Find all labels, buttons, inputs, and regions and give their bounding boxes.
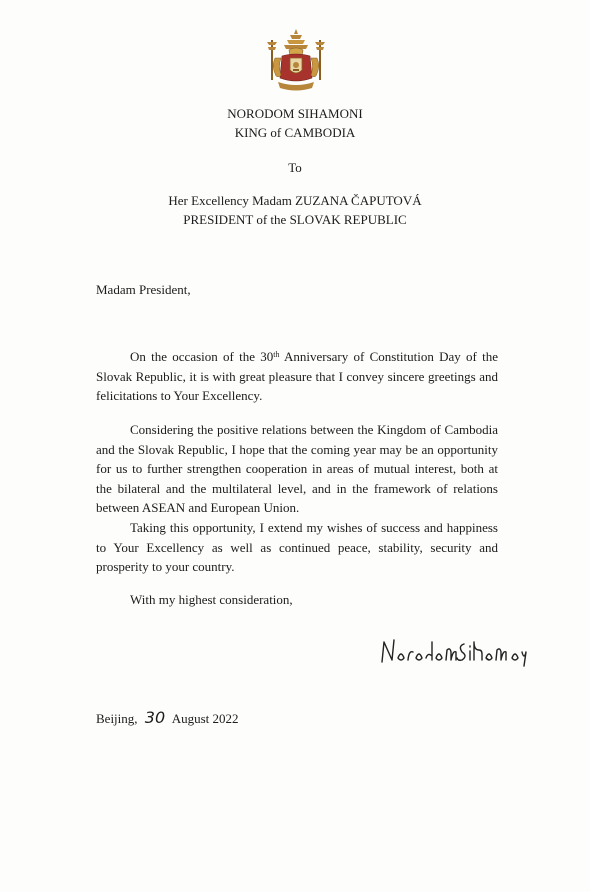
recipient-line-2: PRESIDENT of the SLOVAK REPUBLIC (183, 212, 407, 227)
date-month-year: August 2022 (171, 711, 239, 726)
date-day: 30 (144, 708, 166, 727)
ordinal-suffix: th (273, 350, 280, 359)
salutation: Madam President, (96, 282, 191, 297)
sender-title: KING of CAMBODIA (234, 125, 356, 140)
date-line (96, 708, 239, 727)
sender-name: NORODOM SIHAMONI (227, 106, 363, 121)
recipient-line-1: Her Excellency Madam ZUZANA ČAPUTOVÁ (168, 193, 422, 208)
to-label: To (288, 160, 302, 175)
date-place: Beijing, (96, 711, 138, 726)
paragraph-3: Taking this opportunity, I extend my wishes of success and happiness to Your Excellency as well as continued peace, stability, security and prosperity to your country. (96, 520, 498, 574)
paragraph-1-after: Anniversary of Constitution Day of the Slovak Republic, it is with great pleasure that I convey sincere greetings and felicitations to Your Excellency. (96, 349, 499, 403)
closing-line: With my highest consideration, (130, 592, 293, 607)
paragraph-2: Considering the positive relations between the Kingdom of Cambodia and the Slovak Republic, I hope that the coming year may be an opportunity for us to further strengthen cooperation in areas of mutual interest, both at the bilateral and the multilateral level, and in the framework of relations between ASEAN and European Union. (96, 422, 498, 515)
royal-coat-of-arms-icon (262, 28, 330, 96)
paragraph-1-before: On the occasion of the 30 (130, 349, 274, 364)
handwritten-signature (378, 634, 530, 670)
paragraph-1 (96, 347, 498, 406)
